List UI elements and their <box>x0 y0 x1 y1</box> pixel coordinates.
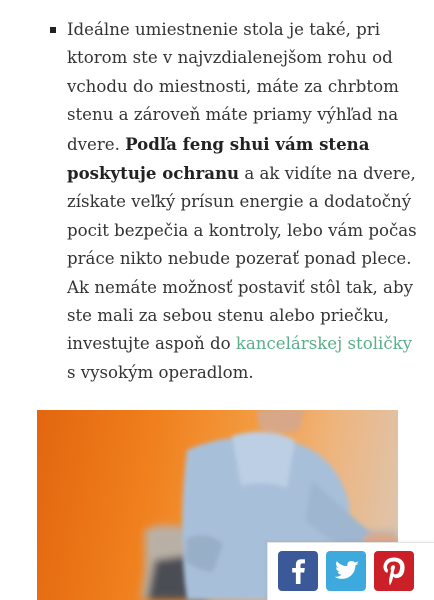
office-chair-link[interactable]: kancelárskej stoličky <box>235 334 413 354</box>
pinterest-icon <box>374 551 414 591</box>
paragraph-text: s vysokým operadlom. <box>67 362 254 382</box>
list-item <box>67 16 417 387</box>
pinterest-share-button[interactable] <box>374 551 414 591</box>
facebook-icon <box>278 551 318 591</box>
facebook-share-button[interactable] <box>278 551 318 591</box>
twitter-icon <box>326 551 366 591</box>
social-share-bar <box>267 542 434 600</box>
bold-text: Podľa feng shui vám stena poskytuje ochranu <box>67 133 370 184</box>
bullet-marker <box>50 27 56 33</box>
paragraph-text: a ak vidíte na dvere, získate veľký prísun energie a dodatočný pocit bezpečia a kontroly, lebo vám počas práce nikto nebude pozerať ponad plece. Ak nemáte možnosť postaviť stôl tak, aby ste mali za sebou stenu alebo priečku, investujte aspoň do <box>67 164 417 354</box>
paragraph-text: Ideálne umiestnenie stola je také, pri ktorom ste v najvzdialenejšom rohu od vchodu do miestnosti, máte za chrbtom stenu a zároveň máte priamy výhľad na dvere. <box>67 20 399 154</box>
twitter-share-button[interactable] <box>326 551 366 591</box>
article-paragraph <box>67 16 417 387</box>
